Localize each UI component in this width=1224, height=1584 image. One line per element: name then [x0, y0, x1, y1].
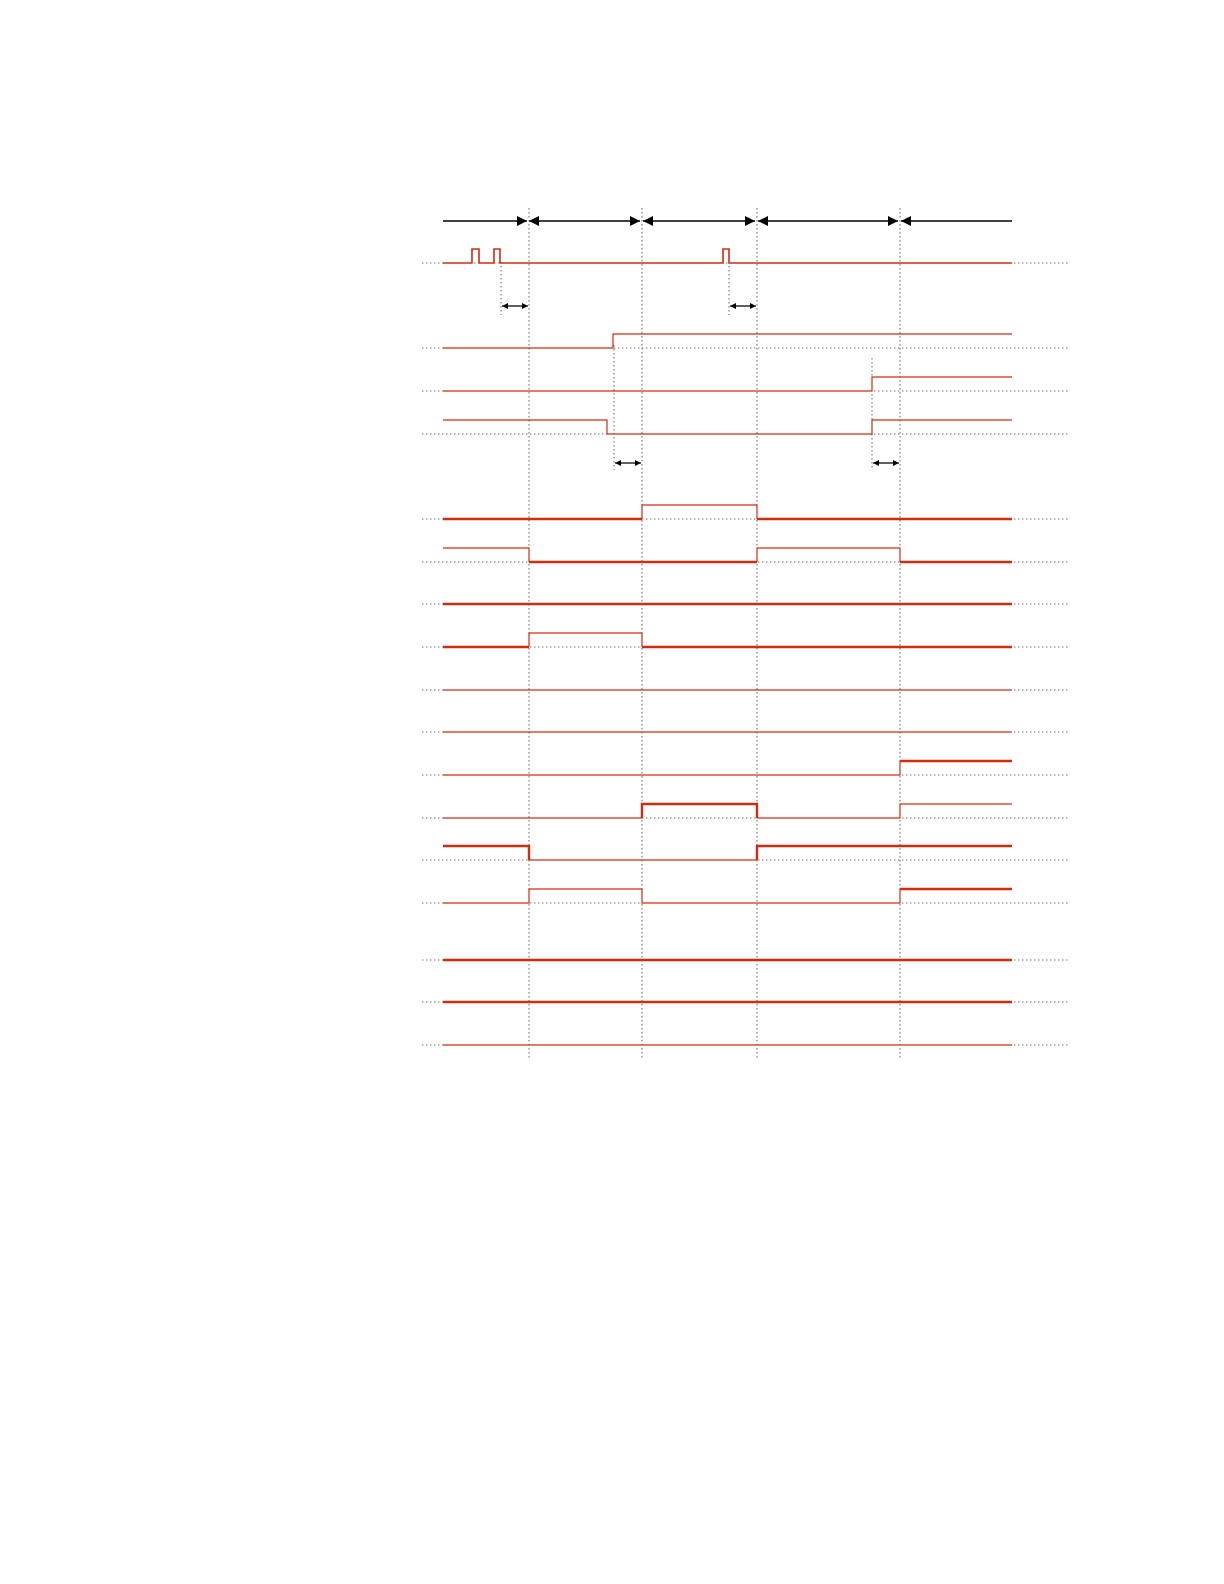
- phase-boundaries: [501, 208, 900, 1060]
- baselines: [422, 263, 1070, 1045]
- wave-signal-4: [443, 420, 1012, 434]
- wave-output-8-tail: [757, 804, 1012, 818]
- wave-output-2-start: [443, 548, 529, 562]
- wave-output-9-start: [443, 846, 529, 860]
- wave-output-10: [443, 889, 900, 903]
- wave-output-2-high: [757, 548, 900, 562]
- waveforms: [443, 249, 1012, 1045]
- wave-output-4-high: [529, 633, 642, 647]
- wave-signal-3: [443, 377, 1012, 391]
- wave-output-7: [443, 761, 900, 775]
- wave-output-9-high: [757, 846, 1012, 860]
- wave-pulse-input: [443, 249, 1012, 263]
- delay-markers: [502, 306, 899, 463]
- wave-signal-2: [443, 334, 1012, 348]
- wave-output-8-high: [642, 804, 757, 818]
- wave-output-1-high: [642, 505, 757, 519]
